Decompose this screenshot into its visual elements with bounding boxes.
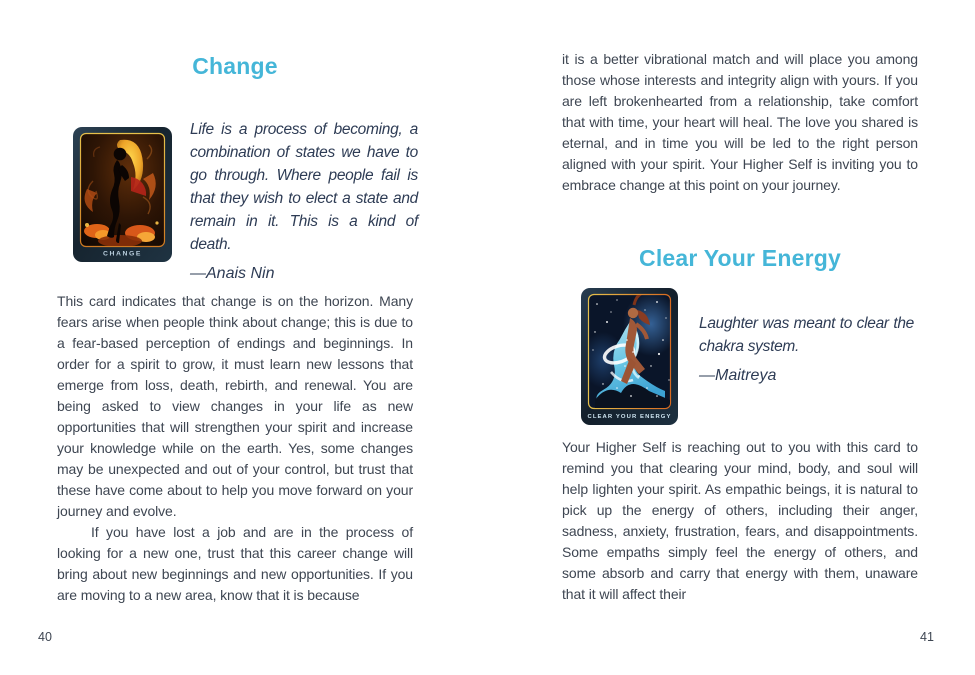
- change-card-title: CHANGE: [102, 250, 143, 258]
- clear-your-energy-body-text: [562, 437, 918, 605]
- clear-your-energy-paragraph-1: Your Higher Self is reaching out to you with this card to remind you that clearing your mind, body, and soul will help lighten your spirit. As empathic beings, it is natural to pick up the energy of others, including their anger, sadness, anxiety, frustration, fears, and disappointments. Some empaths simply feel the energy of others, and some absorb and carry that energy with them, unaware that it will affect their: [562, 439, 918, 602]
- change-card-row: [57, 117, 418, 287]
- page-number-right: 41: [920, 630, 934, 644]
- clear-your-energy-card-image: [581, 288, 678, 425]
- change-body-continuation: [562, 49, 918, 196]
- section-heading-change: Change: [192, 53, 278, 79]
- clear-your-energy-quote-attribution: —Maitreya: [699, 367, 777, 384]
- change-card-image: [73, 127, 172, 262]
- change-quote-attribution: —Anais Nin: [190, 265, 275, 282]
- change-paragraph-3: it is a better vibrational match and will place you among those whose interests and integrity align with yours. If you are left brokenhearted from a relationship, take comfort that with time, your heart will heal. The love you shared is eternal, and in time you will be led to the right person aligned with your spirit. Your Higher Self is inviting you to embrace change at this point on your journey.: [562, 51, 918, 193]
- change-quote: [190, 118, 418, 284]
- page-number-left: 40: [38, 630, 52, 644]
- change-quote-text: Life is a process of becoming, a combination of states we have to go through. Where people fail is that they wish to elect a state and remain in it. This is a kind of death.: [190, 121, 418, 253]
- section-heading-clear-your-energy: Clear Your Energy: [639, 245, 841, 271]
- clear-your-energy-quote-text: Laughter was meant to clear the chakra system.: [699, 315, 914, 355]
- clear-your-energy-card-row: [562, 288, 918, 438]
- clear-your-energy-card-title: CLEAR YOUR ENERGY: [587, 414, 672, 420]
- change-paragraph-1: This card indicates that change is on the horizon. Many fears arise when people think about change; this is due to a fear-based perception of endings and beginnings. In order for a spirit to grow, it must learn new lessons that emerge from loss, death, rebirth, and renewal. You are being asked to view changes in your life as new opportunities that will strengthen your spirit and increase your knowledge while on the earth. Yes, some changes may be unexpected and out of your control, but trust that these have come about to help you move forward on your journey and evolve.: [57, 293, 413, 519]
- change-body-text: [57, 291, 413, 606]
- clear-your-energy-quote: [699, 312, 914, 386]
- change-paragraph-2: If you have lost a job and are in the process of looking for a new one, trust that this career change will bring about new beginnings and new opportunities. If you are moving to a new area, know that it is because: [57, 524, 413, 603]
